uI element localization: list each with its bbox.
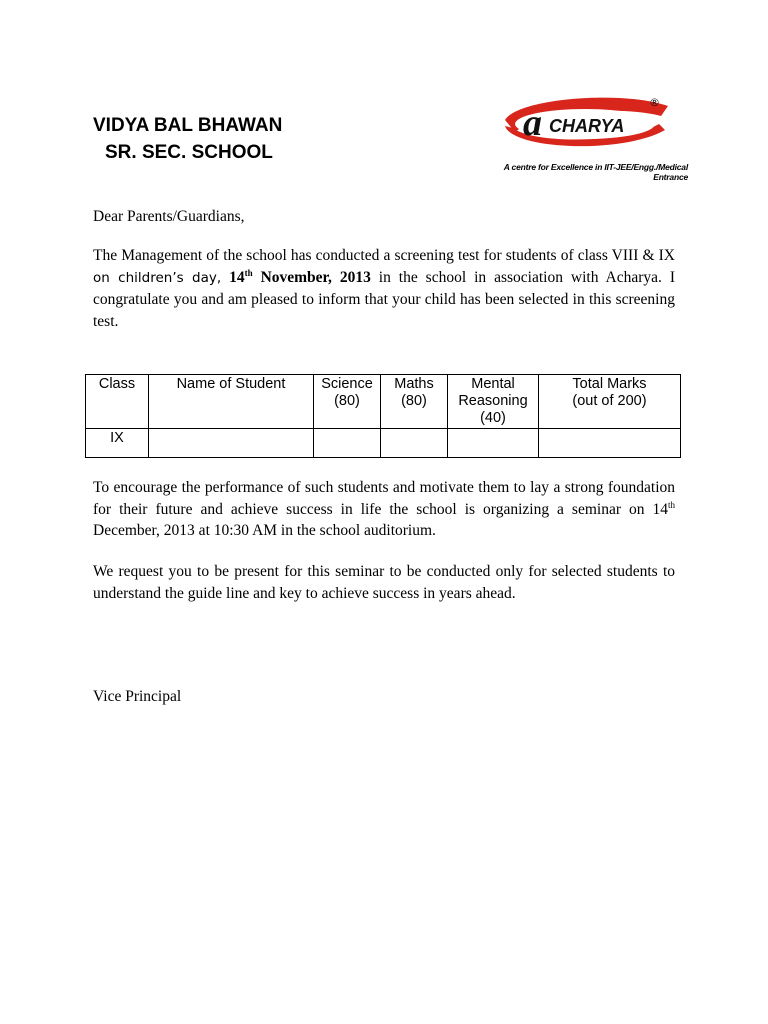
p1-date-day: 14	[229, 268, 245, 286]
paragraph-2	[93, 477, 675, 542]
col-name: Name of Student	[149, 375, 314, 429]
p1-text-c: in the school in association with Acharya. I congratulate you and am pleased to inform that your child has been selected in this screening test.	[93, 268, 676, 330]
cell-class: IX	[86, 429, 149, 458]
p1-text-a: The Management of the school has conducted a screening test for students of class VIII & IX	[93, 247, 675, 264]
logo-initial: a	[523, 102, 542, 144]
paragraph-1	[93, 245, 675, 332]
p2-text-a: To encourage the performance of such students and motivate them to lay a strong foundation for their future and achieve success in life the school is organizing a seminar on 14	[93, 479, 675, 518]
p2-sup: th	[667, 499, 675, 510]
p1-date	[229, 269, 371, 286]
salutation: Dear Parents/Guardians,	[93, 208, 245, 225]
col-class: Class	[86, 375, 149, 429]
registered-mark: ®	[649, 96, 660, 109]
signature: Vice Principal	[93, 688, 182, 705]
paragraph-3: We request you to be present for this seminar to be conducted only for selected students to understand the guide line and key to achieve success in years ahead.	[93, 563, 675, 602]
cell-mental	[448, 429, 539, 458]
p1-date-sup: th	[244, 267, 253, 278]
cell-total	[539, 429, 681, 458]
p2-text-b: December, 2013 at 10:30 AM in the school auditorium.	[93, 522, 436, 539]
logo-tagline: A centre for Excellence in IIT-JEE/Engg./Medical Entrance	[503, 162, 688, 182]
acharya-logo-graphic	[473, 92, 688, 162]
school-name	[93, 112, 282, 166]
school-name-line2: SR. SEC. SCHOOL	[105, 142, 273, 163]
col-mental-reasoning: Mental Reasoning (40)	[448, 375, 539, 429]
table-header-row	[86, 375, 681, 429]
cell-science	[314, 429, 381, 458]
cell-name	[149, 429, 314, 458]
p1-text-b: on children’s day,	[93, 269, 222, 286]
table-row	[86, 429, 681, 458]
cell-maths	[381, 429, 448, 458]
col-maths: Maths (80)	[381, 375, 448, 429]
marks-table	[85, 374, 681, 458]
acharya-logo	[473, 92, 688, 182]
p1-date-rest: November, 2013	[252, 268, 371, 286]
logo-wordmark: CHARYA	[549, 116, 625, 136]
col-total-marks: Total Marks (out of 200)	[539, 375, 681, 429]
col-science: Science (80)	[314, 375, 381, 429]
school-name-line1: VIDYA BAL BHAWAN	[93, 115, 283, 136]
